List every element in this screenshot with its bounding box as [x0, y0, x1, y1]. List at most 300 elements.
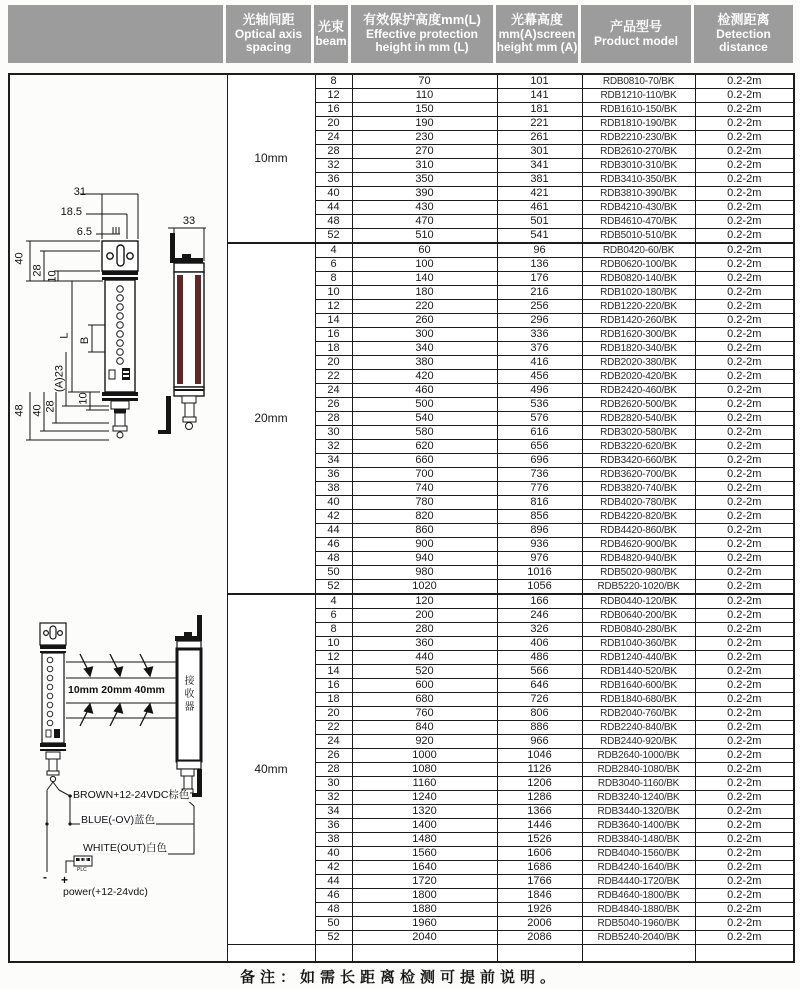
power-label: power(+12-24vdc): [63, 886, 148, 898]
cell-effective-height: 980: [352, 566, 497, 580]
minus-terminal-label: -: [43, 870, 47, 884]
cell-effective-height: 1800: [352, 889, 497, 903]
cell-product-model: RDB1820-340/BK: [582, 342, 695, 356]
cell-effective-height: 1560: [352, 847, 497, 861]
cell-product-model: RDB3640-1400/BK: [582, 819, 695, 833]
cell-screen-height: 646: [497, 679, 582, 693]
cell-screen-height: 216: [497, 286, 582, 300]
cell-beam: 44: [315, 875, 352, 889]
cell-product-model: RDB1810-190/BK: [582, 117, 695, 131]
cell-detection-distance: 0.2-2m: [695, 735, 794, 749]
cell-screen-height: 341: [497, 159, 582, 173]
cell-beam: 4: [315, 594, 352, 609]
cell-beam: 32: [315, 791, 352, 805]
cell-detection-distance: 0.2-2m: [695, 468, 794, 482]
empty-cell: [352, 945, 497, 963]
cell-detection-distance: 0.2-2m: [695, 89, 794, 103]
cell-product-model: RDB0440-120/BK: [582, 594, 695, 609]
cell-product-model: RDB2420-460/BK: [582, 384, 695, 398]
cell-effective-height: 350: [352, 173, 497, 187]
cell-beam: 28: [315, 145, 352, 159]
cell-product-model: RDB3420-660/BK: [582, 454, 695, 468]
load-box-label: 负载: [78, 857, 89, 863]
cell-product-model: RDB1210-110/BK: [582, 89, 695, 103]
cell-beam: 18: [315, 693, 352, 707]
cell-product-model: RDB3840-1480/BK: [582, 833, 695, 847]
cell-screen-height: 246: [497, 609, 582, 623]
cell-beam: 10: [315, 637, 352, 651]
header-en: Optical axis spacing: [234, 26, 303, 55]
table-row: [9, 74, 794, 89]
cell-detection-distance: 0.2-2m: [695, 482, 794, 496]
cell-effective-height: 520: [352, 665, 497, 679]
wire-label-blue: BLUE(-OV)蓝色: [81, 814, 156, 826]
cell-detection-distance: 0.2-2m: [695, 552, 794, 566]
wiring-diagram-svg: [10, 610, 227, 910]
wire-label-white: WHITE(OUT)白色: [83, 842, 167, 854]
cell-detection-distance: 0.2-2m: [695, 342, 794, 356]
cell-screen-height: 486: [497, 651, 582, 665]
cell-beam: 42: [315, 510, 352, 524]
cell-detection-distance: 0.2-2m: [695, 159, 794, 173]
cell-effective-height: 900: [352, 538, 497, 552]
cell-effective-height: 60: [352, 243, 497, 258]
cell-beam: 16: [315, 679, 352, 693]
receiver-vertical-label: 接收器: [182, 675, 193, 714]
cell-beam: 14: [315, 314, 352, 328]
cell-detection-distance: 0.2-2m: [695, 566, 794, 580]
cell-beam: 50: [315, 917, 352, 931]
cell-beam: 8: [315, 623, 352, 637]
cell-effective-height: 940: [352, 552, 497, 566]
cell-screen-height: 381: [497, 173, 582, 187]
cell-detection-distance: 0.2-2m: [695, 903, 794, 917]
cell-screen-height: 406: [497, 637, 582, 651]
header-en: Detection distance: [716, 26, 771, 55]
cell-screen-height: 541: [497, 229, 582, 244]
cell-effective-height: 1880: [352, 903, 497, 917]
cell-detection-distance: 0.2-2m: [695, 356, 794, 370]
cell-screen-height: 416: [497, 356, 582, 370]
cell-product-model: RDB4240-1640/BK: [582, 861, 695, 875]
cell-screen-height: 96: [497, 243, 582, 258]
cell-screen-height: 166: [497, 594, 582, 609]
header-cell-effective-protection-height: [351, 5, 496, 63]
cell-product-model: RDB1840-680/BK: [582, 693, 695, 707]
cell-effective-height: 390: [352, 187, 497, 201]
cell-effective-height: 1960: [352, 917, 497, 931]
cell-screen-height: 141: [497, 89, 582, 103]
cell-effective-height: 680: [352, 693, 497, 707]
cell-product-model: RDB4040-1560/BK: [582, 847, 695, 861]
cell-product-model: RDB1220-220/BK: [582, 300, 695, 314]
header-cell-optical-axis-spacing: [226, 5, 314, 63]
cell-screen-height: 1366: [497, 805, 582, 819]
cell-screen-height: 816: [497, 496, 582, 510]
cell-product-model: RDB2040-760/BK: [582, 707, 695, 721]
footer-note: 备注：如需长距离检测可提前说明。: [239, 969, 560, 986]
cell-effective-height: 270: [352, 145, 497, 159]
cell-effective-height: 820: [352, 510, 497, 524]
dim-label-40-top: 40: [13, 252, 26, 265]
cell-screen-height: 326: [497, 623, 582, 637]
cell-screen-height: 221: [497, 117, 582, 131]
header-zh: 光幕高度: [510, 12, 563, 28]
cell-detection-distance: 0.2-2m: [695, 594, 794, 609]
cell-screen-height: 501: [497, 215, 582, 229]
cell-product-model: RDB2820-540/BK: [582, 412, 695, 426]
cell-detection-distance: 0.2-2m: [695, 679, 794, 693]
cell-screen-height: 1126: [497, 763, 582, 777]
cell-detection-distance: 0.2-2m: [695, 510, 794, 524]
empty-cell: [315, 945, 352, 963]
cell-beam: 38: [315, 833, 352, 847]
cell-beam: 34: [315, 805, 352, 819]
cell-beam: 6: [315, 609, 352, 623]
cell-detection-distance: 0.2-2m: [695, 524, 794, 538]
header-cell-empty: [8, 5, 226, 63]
cell-effective-height: 260: [352, 314, 497, 328]
cell-effective-height: 620: [352, 440, 497, 454]
cell-screen-height: 1606: [497, 847, 582, 861]
cell-product-model: RDB3010-310/BK: [582, 159, 695, 173]
header-cell-product-model: [581, 5, 694, 63]
header-zh: 检测距离: [717, 12, 770, 28]
cell-beam: 36: [315, 173, 352, 187]
cell-screen-height: 376: [497, 342, 582, 356]
cell-product-model: RDB1440-520/BK: [582, 665, 695, 679]
cell-product-model: RDB4840-1880/BK: [582, 903, 695, 917]
cell-detection-distance: 0.2-2m: [695, 931, 794, 945]
cell-effective-height: 230: [352, 131, 497, 145]
cell-detection-distance: 0.2-2m: [695, 229, 794, 244]
cell-effective-height: 440: [352, 651, 497, 665]
cell-beam: 24: [315, 735, 352, 749]
cell-screen-height: 1926: [497, 903, 582, 917]
cell-product-model: RDB3440-1320/BK: [582, 805, 695, 819]
cell-effective-height: 380: [352, 356, 497, 370]
cell-detection-distance: 0.2-2m: [695, 819, 794, 833]
cell-product-model: RDB4020-780/BK: [582, 496, 695, 510]
empty-cell: [582, 945, 695, 963]
cell-screen-height: 536: [497, 398, 582, 412]
cell-beam: 20: [315, 707, 352, 721]
dim-label-10-top: 10: [46, 270, 59, 283]
cell-product-model: RDB5040-1960/BK: [582, 917, 695, 931]
cell-beam: 40: [315, 187, 352, 201]
cell-product-model: RDB1620-300/BK: [582, 328, 695, 342]
cell-effective-height: 1720: [352, 875, 497, 889]
cell-effective-height: 180: [352, 286, 497, 300]
cell-product-model: RDB3220-620/BK: [582, 440, 695, 454]
cell-detection-distance: 0.2-2m: [695, 454, 794, 468]
cell-detection-distance: 0.2-2m: [695, 917, 794, 931]
cell-screen-height: 461: [497, 201, 582, 215]
cell-product-model: RDB1610-150/BK: [582, 103, 695, 117]
cell-product-model: RDB1020-180/BK: [582, 286, 695, 300]
cell-screen-height: 576: [497, 412, 582, 426]
cell-detection-distance: 0.2-2m: [695, 74, 794, 89]
cell-screen-height: 256: [497, 300, 582, 314]
cell-screen-height: 496: [497, 384, 582, 398]
cell-beam: 46: [315, 889, 352, 903]
diagram-column-content: [10, 75, 227, 960]
header-zh: 光束: [317, 19, 344, 34]
spacing-cell-40mm: 40mm: [227, 594, 315, 945]
cell-product-model: RDB1420-260/BK: [582, 314, 695, 328]
cell-effective-height: 1480: [352, 833, 497, 847]
cell-product-model: RDB2610-270/BK: [582, 145, 695, 159]
cell-effective-height: 1020: [352, 580, 497, 595]
cell-product-model: RDB3620-700/BK: [582, 468, 695, 482]
dim-label-A23: (A)23: [53, 365, 66, 392]
cell-screen-height: 136: [497, 258, 582, 272]
cell-effective-height: 470: [352, 215, 497, 229]
cell-detection-distance: 0.2-2m: [695, 103, 794, 117]
cell-beam: 24: [315, 131, 352, 145]
cell-product-model: RDB4640-1800/BK: [582, 889, 695, 903]
cell-effective-height: 340: [352, 342, 497, 356]
dim-label-28-bottom: 28: [44, 400, 57, 413]
cell-beam: 28: [315, 412, 352, 426]
cell-effective-height: 100: [352, 258, 497, 272]
cell-beam: 48: [315, 215, 352, 229]
cell-detection-distance: 0.2-2m: [695, 286, 794, 300]
cell-product-model: RDB4620-900/BK: [582, 538, 695, 552]
dim-label-40-bottom: 40: [31, 404, 44, 417]
cell-beam: 30: [315, 426, 352, 440]
cell-product-model: RDB3040-1160/BK: [582, 777, 695, 791]
cell-detection-distance: 0.2-2m: [695, 637, 794, 651]
cell-effective-height: 860: [352, 524, 497, 538]
cell-detection-distance: 0.2-2m: [695, 721, 794, 735]
cell-beam: 36: [315, 819, 352, 833]
cell-detection-distance: 0.2-2m: [695, 412, 794, 426]
cell-product-model: RDB3020-580/BK: [582, 426, 695, 440]
dim-label-6-5: 6.5: [76, 226, 92, 238]
dim-label-48-bottom: 48: [13, 404, 26, 417]
cell-detection-distance: 0.2-2m: [695, 693, 794, 707]
cell-product-model: RDB3240-1240/BK: [582, 791, 695, 805]
cell-screen-height: 806: [497, 707, 582, 721]
cell-screen-height: 776: [497, 482, 582, 496]
cell-detection-distance: 0.2-2m: [695, 847, 794, 861]
cell-product-model: RDB2440-920/BK: [582, 735, 695, 749]
cell-detection-distance: 0.2-2m: [695, 833, 794, 847]
cell-screen-height: 566: [497, 665, 582, 679]
cell-effective-height: 110: [352, 89, 497, 103]
cell-product-model: RDB2620-500/BK: [582, 398, 695, 412]
cell-detection-distance: 0.2-2m: [695, 861, 794, 875]
cell-effective-height: 190: [352, 117, 497, 131]
beam-spacing-label: 10mm 20mm 40mm: [68, 684, 165, 696]
cell-product-model: RDB2020-380/BK: [582, 356, 695, 370]
cell-detection-distance: 0.2-2m: [695, 623, 794, 637]
cell-screen-height: 976: [497, 552, 582, 566]
cell-detection-distance: 0.2-2m: [695, 651, 794, 665]
header-en: Product model: [593, 33, 678, 48]
cell-product-model: RDB4610-470/BK: [582, 215, 695, 229]
header-en: beam: [315, 33, 347, 48]
cell-product-model: RDB2840-1080/BK: [582, 763, 695, 777]
cell-beam: 16: [315, 103, 352, 117]
cell-screen-height: 1206: [497, 777, 582, 791]
cell-product-model: RDB4440-1720/BK: [582, 875, 695, 889]
header-cell-beam: [314, 5, 351, 63]
cell-screen-height: 336: [497, 328, 582, 342]
cell-product-model: RDB4420-860/BK: [582, 524, 695, 538]
cell-detection-distance: 0.2-2m: [695, 875, 794, 889]
cell-screen-height: 736: [497, 468, 582, 482]
cell-screen-height: 2086: [497, 931, 582, 945]
cell-detection-distance: 0.2-2m: [695, 889, 794, 903]
dim-label-18-5: 18.5: [60, 206, 82, 218]
cell-beam: 26: [315, 398, 352, 412]
cell-detection-distance: 0.2-2m: [695, 131, 794, 145]
cell-screen-height: 1686: [497, 861, 582, 875]
cell-screen-height: 936: [497, 538, 582, 552]
empty-cell: [497, 945, 582, 963]
header-cell-screen-height: [496, 5, 581, 63]
cell-beam: 12: [315, 300, 352, 314]
cell-effective-height: 1320: [352, 805, 497, 819]
cell-beam: 38: [315, 482, 352, 496]
cell-product-model: RDB2640-1000/BK: [582, 749, 695, 763]
cell-detection-distance: 0.2-2m: [695, 145, 794, 159]
cell-beam: 32: [315, 440, 352, 454]
cell-detection-distance: 0.2-2m: [695, 791, 794, 805]
cell-effective-height: 220: [352, 300, 497, 314]
cell-beam: 28: [315, 763, 352, 777]
cell-effective-height: 1160: [352, 777, 497, 791]
cell-product-model: RDB3410-350/BK: [582, 173, 695, 187]
cell-screen-height: 301: [497, 145, 582, 159]
cell-screen-height: 1016: [497, 566, 582, 580]
cell-detection-distance: 0.2-2m: [695, 440, 794, 454]
cell-product-model: RDB0820-140/BK: [582, 272, 695, 286]
cell-detection-distance: 0.2-2m: [695, 763, 794, 777]
wire-label-brown: BROWN+12-24VDC棕色: [73, 789, 190, 801]
cell-product-model: RDB2210-230/BK: [582, 131, 695, 145]
cell-product-model: RDB4220-820/BK: [582, 510, 695, 524]
cell-effective-height: 280: [352, 623, 497, 637]
cell-beam: 36: [315, 468, 352, 482]
cell-beam: 30: [315, 777, 352, 791]
cell-beam: 40: [315, 847, 352, 861]
cell-product-model: RDB0810-70/BK: [582, 74, 695, 89]
cell-detection-distance: 0.2-2m: [695, 370, 794, 384]
cell-effective-height: 300: [352, 328, 497, 342]
cell-beam: 32: [315, 159, 352, 173]
cell-screen-height: 421: [497, 187, 582, 201]
cell-screen-height: 1286: [497, 791, 582, 805]
dim-label-L: L: [58, 332, 71, 339]
cell-screen-height: 1056: [497, 580, 582, 595]
dim-label-33: 33: [182, 215, 196, 227]
cell-product-model: RDB4820-940/BK: [582, 552, 695, 566]
cell-beam: 50: [315, 566, 352, 580]
cell-screen-height: 896: [497, 524, 582, 538]
cell-detection-distance: 0.2-2m: [695, 201, 794, 215]
table-header: [8, 5, 793, 63]
cell-product-model: RDB0840-280/BK: [582, 623, 695, 637]
cell-screen-height: 181: [497, 103, 582, 117]
cell-effective-height: 1640: [352, 861, 497, 875]
cell-screen-height: 656: [497, 440, 582, 454]
cell-effective-height: 500: [352, 398, 497, 412]
cell-product-model: RDB2020-420/BK: [582, 370, 695, 384]
cell-beam: 8: [315, 74, 352, 89]
cell-beam: 20: [315, 356, 352, 370]
spec-table: [8, 73, 795, 963]
cell-beam: 44: [315, 524, 352, 538]
cell-detection-distance: 0.2-2m: [695, 215, 794, 229]
cell-screen-height: 1446: [497, 819, 582, 833]
cell-beam: 48: [315, 552, 352, 566]
cell-beam: 34: [315, 454, 352, 468]
cell-product-model: RDB5220-1020/BK: [582, 580, 695, 595]
cell-effective-height: 660: [352, 454, 497, 468]
cell-product-model: RDB0640-200/BK: [582, 609, 695, 623]
cell-effective-height: 420: [352, 370, 497, 384]
cell-screen-height: 1766: [497, 875, 582, 889]
cell-detection-distance: 0.2-2m: [695, 538, 794, 552]
cell-detection-distance: 0.2-2m: [695, 117, 794, 131]
cell-screen-height: 261: [497, 131, 582, 145]
dim-label-28-top: 28: [31, 264, 44, 277]
cell-screen-height: 1846: [497, 889, 582, 903]
cell-product-model: RDB2240-840/BK: [582, 721, 695, 735]
cell-screen-height: 726: [497, 693, 582, 707]
cell-effective-height: 920: [352, 735, 497, 749]
spec-table-wrap: [8, 73, 795, 963]
cell-screen-height: 101: [497, 74, 582, 89]
cell-product-model: RDB0620-100/BK: [582, 258, 695, 272]
cell-effective-height: 1080: [352, 763, 497, 777]
cell-effective-height: 540: [352, 412, 497, 426]
cell-beam: 20: [315, 117, 352, 131]
cell-beam: 14: [315, 665, 352, 679]
cell-effective-height: 600: [352, 679, 497, 693]
cell-product-model: RDB1240-440/BK: [582, 651, 695, 665]
cell-beam: 52: [315, 580, 352, 595]
cell-product-model: RDB5020-980/BK: [582, 566, 695, 580]
cell-beam: 52: [315, 931, 352, 945]
cell-effective-height: 2040: [352, 931, 497, 945]
cell-effective-height: 510: [352, 229, 497, 244]
cell-beam: 44: [315, 201, 352, 215]
cell-detection-distance: 0.2-2m: [695, 707, 794, 721]
cell-beam: 12: [315, 651, 352, 665]
cell-detection-distance: 0.2-2m: [695, 243, 794, 258]
cell-detection-distance: 0.2-2m: [695, 300, 794, 314]
cell-product-model: RDB0420-60/BK: [582, 243, 695, 258]
cell-detection-distance: 0.2-2m: [695, 496, 794, 510]
cell-beam: 12: [315, 89, 352, 103]
cell-beam: 16: [315, 328, 352, 342]
plus-terminal-label: +: [61, 873, 69, 887]
cell-effective-height: 700: [352, 468, 497, 482]
cell-beam: 22: [315, 370, 352, 384]
cell-effective-height: 140: [352, 272, 497, 286]
cell-screen-height: 296: [497, 314, 582, 328]
cell-product-model: RDB5240-2040/BK: [582, 931, 695, 945]
cell-screen-height: 176: [497, 272, 582, 286]
cell-detection-distance: 0.2-2m: [695, 609, 794, 623]
cell-effective-height: 200: [352, 609, 497, 623]
cell-screen-height: 696: [497, 454, 582, 468]
cell-effective-height: 120: [352, 594, 497, 609]
